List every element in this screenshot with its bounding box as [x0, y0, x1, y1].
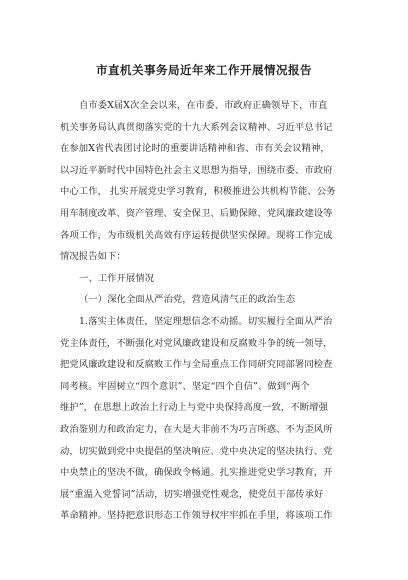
body-line: 把党风廉政建设和反腐败工作与全局重点工作同研究同部署同检查	[60, 359, 333, 371]
body-line: 1.落实主体责任，坚定理想信念不动摇。切实履行全面从严治	[79, 315, 333, 327]
body-line: 在参加X省代表团讨论时的重要讲话精神和省、市有关会议精神，	[60, 143, 330, 155]
body-line: 党主体责任，不断强化对党风廉政建设和反腐败斗争的统一领导，	[60, 337, 333, 349]
document-title: 市直机关事务局近年来工作开展情况报告	[96, 63, 312, 77]
section-heading: 一、工作开展情况	[79, 272, 155, 284]
body-line: 中央禁止的坚决不做，确保政令畅通。扎实推进党史学习教育，开	[60, 467, 333, 479]
body-line: 政治鉴别力和政治定力，在大是大非前不为巧言所惑、不为歪风所	[60, 423, 333, 435]
body-line: 情况报告如下：	[60, 251, 126, 263]
body-line: 以习近平新时代中国特色社会主义思想为指导，围绕市委、市政府	[60, 164, 333, 176]
body-line: 自市委X届X次全会以来，在市委、市政府正确领导下，市直	[79, 100, 328, 111]
body-line: 中心工作， 扎实开展党史学习教育，积极推进公共机构节能、公务	[60, 186, 336, 198]
body-line: 同考核。牢固树立“四个意识”、坚定“四个自信”、做到“两个	[60, 380, 310, 392]
body-line: 各项工作，为市级机关高效有序运转提供坚实保障。现将工作完成	[60, 229, 333, 241]
body-line: 动，切实做到党中央提倡的坚决响应、党中央决定的坚决执行、党	[60, 445, 333, 457]
body-line: 展“重温入党誓词”活动，切实增强党性观念，使党员干部传承好	[60, 488, 324, 500]
body-line: 机关事务局认真贯彻落实党的十九大系列会议精神、习近平总书记	[60, 121, 333, 133]
body-line: 维护”，在思想上政治上行动上与党中央保持高度一致，不断增强	[60, 402, 328, 414]
body-line: 用车制度改革、资产管理、安全保卫、后勤保障、党风廉政建设等	[60, 207, 333, 219]
document-body	[60, 95, 360, 527]
subsection-heading: （一）深化全面从严治党，营造风清气正的政治生态	[79, 294, 296, 306]
body-line: 革命精神。坚持把意识形态工作领导权牢牢抓在手里，将该项工作	[60, 510, 333, 522]
